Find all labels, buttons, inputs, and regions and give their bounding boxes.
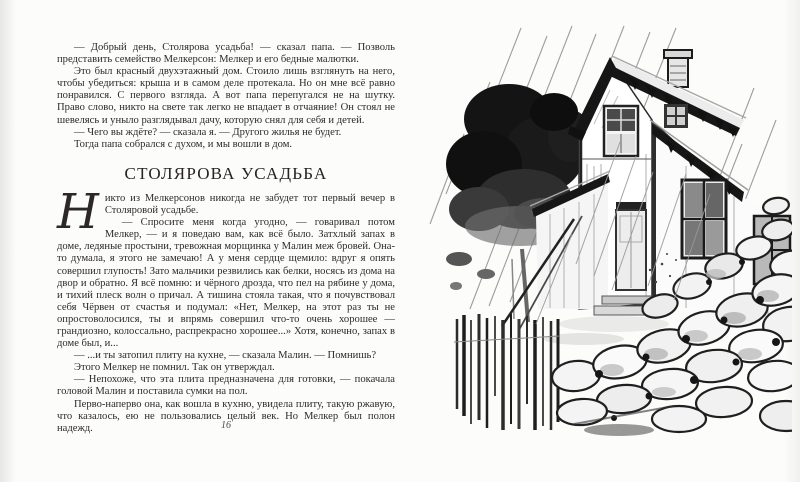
page-number: 16 — [221, 420, 231, 431]
paragraph: — ...и ты затопил плиту на кухне, — сказала Малин. — Помнишь? — [74, 350, 377, 362]
paragraph: Этого Мелкер не помнил. Так он утверждал. — [74, 362, 275, 374]
front-door — [616, 202, 646, 290]
right-window — [682, 180, 726, 258]
gable-window — [604, 106, 638, 156]
page-left-text-column — [57, 42, 395, 435]
attic-window — [664, 104, 688, 128]
paragraph: — Спросите меня когда угодно, — говаривал потом Мелкер, — и я поведаю вам, как всё было. Затхлый запах в доме, ледяные простыни, тревожная морщинка у Малин меж бровей. Она-то думала, я этого не замечаю! А у меня сердце щемило: вдруг я опять совершил глупость! Зато мальчики резвились как белки, носясь из дома на двор и обратно. Я всё помню: и чёрного дрозда, что пел на рябине у дома, и тихий плеск волн о причал. А тишина стояла такая, что я почувствовал себя Чёрвен от счастья и подумал: «Нет, Мелкер, на этот раз ты не опростоволосился, ты и впрямь совершил что-то очень хорошее — грандиозно, колоссально, распрекрасно хорошее...» Хотя, конечно, запах в доме был, и... — [57, 217, 395, 350]
illustration-house-in-rain — [424, 24, 792, 436]
paragraph-with-dropcap — [57, 183, 395, 240]
paragraph: — Добрый день, Столярова усадьба! — сказал папа. — Позволь представить семейство Мелкерсон: Мелкер и его бедные малютки. — [57, 42, 395, 66]
paragraph: Перво-наперво она, как вошла в кухню, увидела плиту, такую ржавую, что казалось, ею не пользовались целый век. Но Мелкер был полон надежд. — [57, 398, 395, 434]
paragraph: Тогда папа собрался с духом, и мы вошли в дом. — [74, 138, 293, 150]
paragraph: Это был красный двухэтажный дом. Стоило лишь взглянуть на него, чтобы убедиться: крыша и в самом деле протекала. Но он мне всё равно понравился. С первого взгляда. А вот папа перепугался не на шутку. Право слово, никто на свете так легко не впадает в отчаяние! Он стоял не шевелясь и уныло разглядывал дачу, которую снял для себя и детей. — [57, 66, 395, 126]
paragraph: — Чего вы ждёте? — сказала я. — Другого жилья не будет. — [74, 126, 342, 138]
chapter-heading: СТОЛЯРОВА УСАДЬБА — [124, 163, 328, 183]
opening-text: икто из Мелкерсонов никогда не забудет тот первый вечер в Столяровой усадьбе. — [104, 192, 395, 217]
page-edge-shadow-left — [0, 0, 16, 482]
paragraph: — Непохоже, что эта плита предназначена для готовки, — покачала головой Малин и поставила сумки на пол. — [57, 374, 395, 398]
drop-cap-letter: Н — [57, 183, 99, 240]
picket-fence — [454, 314, 560, 430]
